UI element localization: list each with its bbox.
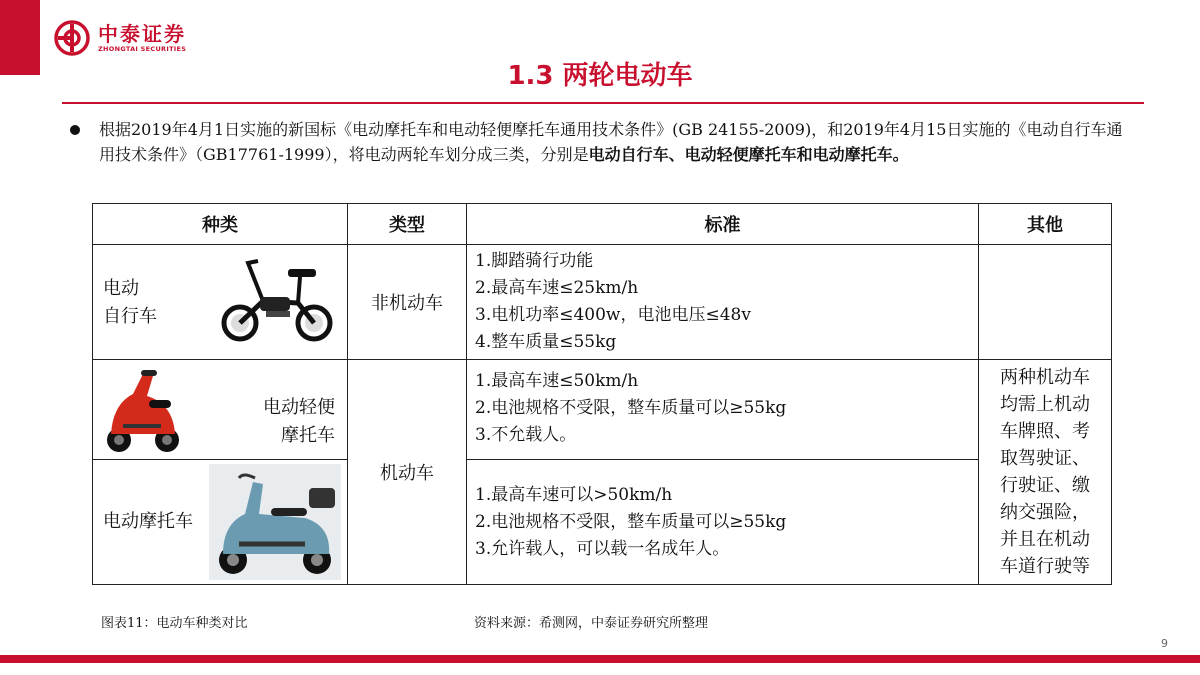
table-header-row bbox=[93, 204, 1112, 245]
other-line: 车牌照、考 bbox=[1000, 421, 1090, 442]
header-other: 其他 bbox=[979, 204, 1112, 245]
standard-line: 3.允许载人，可以载一名成年人。 bbox=[475, 538, 730, 559]
figure-caption: 图表11：电动车种类对比 bbox=[101, 616, 248, 631]
electric-bicycle-image bbox=[218, 251, 336, 343]
electric-moped-image bbox=[103, 364, 183, 456]
header-category: 种类 bbox=[93, 204, 348, 245]
standard-cell bbox=[467, 460, 979, 585]
standard-line: 3.电机功率≤400w，电池电压≤48v bbox=[475, 305, 751, 325]
standard-line: 3.不允载人。 bbox=[475, 425, 577, 445]
standard-line: 1.最高车速≤50km/h bbox=[475, 371, 639, 391]
table-row bbox=[93, 245, 1112, 360]
source-caption: 资料来源：希测网，中泰证券研究所整理 bbox=[474, 616, 709, 631]
category-label-line: 电动摩托车 bbox=[103, 511, 193, 532]
other-line: 车道行驶等 bbox=[1000, 556, 1090, 577]
standard-line: 4.整车质量≤55kg bbox=[475, 332, 617, 352]
category-cell bbox=[93, 460, 348, 585]
type-cell: 机动车 bbox=[348, 360, 467, 585]
title-divider bbox=[62, 102, 1144, 104]
other-line: 取驾驶证、 bbox=[1000, 448, 1090, 469]
intro-emphasis: 电动自行车、电动轻便摩托车和电动摩托车。 bbox=[588, 145, 909, 164]
bottom-accent-bar bbox=[0, 655, 1200, 663]
bullet-dot-icon bbox=[70, 125, 80, 135]
brand-name-en: ZHONGTAI SECURITIES bbox=[98, 44, 187, 53]
header-type: 类型 bbox=[348, 204, 467, 245]
category-cell bbox=[93, 360, 348, 460]
intro-text: 根据2019年4月1日实施的新国标《电动摩托车和电动轻便摩托车通用技术条件》(GB 24155-2009)，和2019年4月15日实施的《电动自行车通用技术条件》（GB17761-1999），将电动两轮车划分成三类，分别是 bbox=[99, 120, 1123, 164]
zhongtai-logo-icon bbox=[54, 20, 90, 56]
type-cell: 非机动车 bbox=[348, 245, 467, 360]
standard-cell bbox=[467, 360, 979, 460]
other-line: 行驶证、缴 bbox=[1000, 475, 1090, 496]
other-cell bbox=[979, 360, 1112, 585]
table-row bbox=[93, 360, 1112, 460]
brand-name-cn: 中泰证券 bbox=[98, 21, 186, 46]
category-label-line: 自行车 bbox=[103, 306, 157, 327]
category-cell bbox=[93, 245, 348, 360]
ev-comparison-table bbox=[92, 203, 1112, 585]
other-cell-empty bbox=[979, 245, 1112, 360]
standard-line: 2.电池规格不受限，整车质量可以≥55kg bbox=[475, 398, 787, 418]
intro-paragraph bbox=[99, 117, 1129, 167]
other-line: 两种机动车 bbox=[1000, 367, 1090, 388]
standard-line: 2.电池规格不受限，整车质量可以≥55kg bbox=[475, 511, 787, 532]
page-number: 9 bbox=[1161, 637, 1168, 650]
page-title: 1.3 两轮电动车 bbox=[507, 61, 693, 91]
electric-motorcycle-image bbox=[209, 464, 341, 580]
standard-line: 2.最高车速≤25km/h bbox=[475, 278, 639, 298]
standard-cell bbox=[467, 245, 979, 360]
category-label-line: 电动轻便 bbox=[263, 397, 335, 418]
category-label-line: 摩托车 bbox=[281, 425, 335, 446]
standard-line: 1.脚踏骑行功能 bbox=[475, 251, 594, 271]
category-label-line: 电动 bbox=[103, 278, 139, 299]
standard-line: 1.最高车速可以>50km/h bbox=[475, 484, 673, 505]
table-row bbox=[93, 460, 1112, 585]
other-line: 均需上机动 bbox=[1000, 394, 1090, 415]
brand-logo bbox=[54, 20, 186, 56]
other-line: 纳交强险， bbox=[1000, 502, 1090, 523]
other-line: 并且在机动 bbox=[1000, 529, 1090, 550]
header-standard: 标准 bbox=[467, 204, 979, 245]
